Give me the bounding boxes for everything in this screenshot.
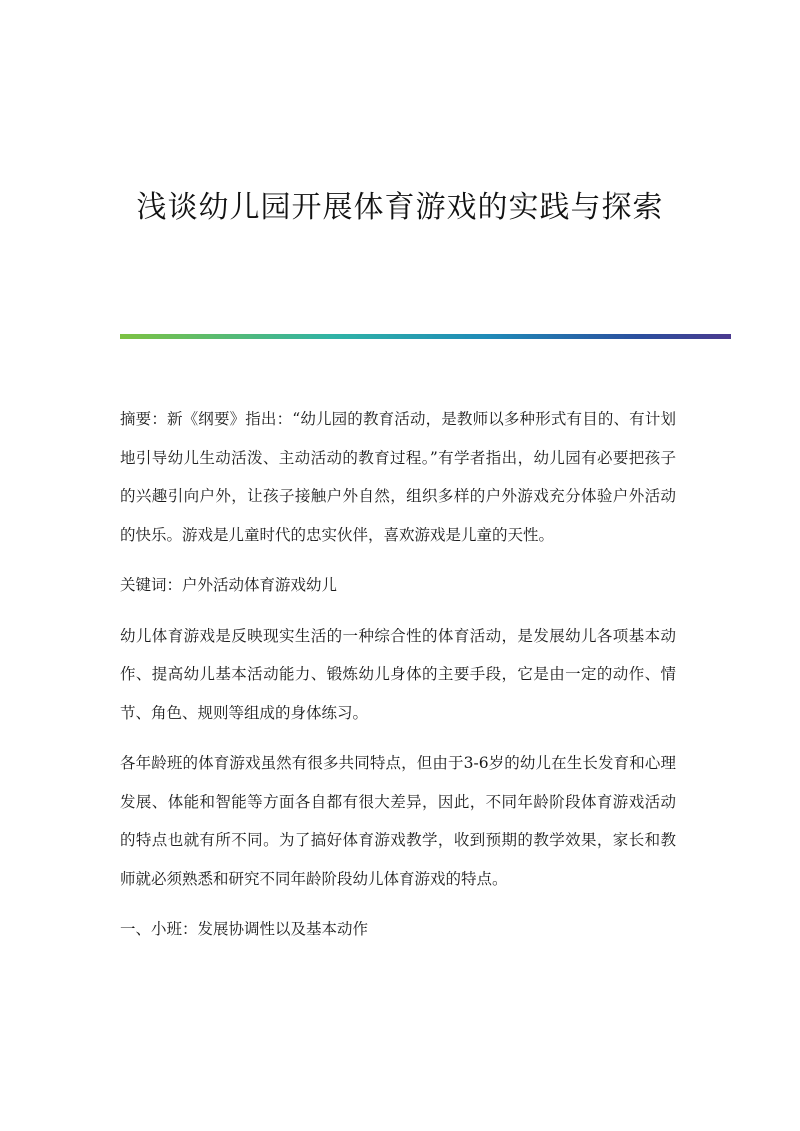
document-body [120, 400, 676, 961]
title-divider [120, 334, 731, 339]
section-heading: 一、小班：发展协调性以及基本动作 [120, 920, 369, 938]
document-title: 浅谈幼儿园开展体育游戏的实践与探索 [136, 190, 664, 225]
abstract-paragraph: 摘要：新《纲要》指出：“幼儿园的教育活动，是教师以多种形式有目的、有计划地引导幼儿生动活泼、主动活动的教育过程。”有学者指出，幼儿园有必要把孩子的兴趣引向户外，让孩子接触户外自然，组织多样的户外游戏充分体验户外活动的快乐。游戏是儿童时代的忠实伙伴，喜欢游戏是儿童的天性。 [120, 410, 676, 544]
body-paragraph: 幼儿体育游戏是反映现实生活的一种综合性的体育活动，是发展幼儿各项基本动作、提高幼儿基本活动能力、锻炼幼儿身体的主要手段，它是由一定的动作、情节、角色、规则等组成的身体练习。 [120, 626, 676, 722]
keywords-paragraph: 关键词：户外活动体育游戏幼儿 [120, 576, 338, 594]
body-paragraph: 各年龄班的体育游戏虽然有很多共同特点，但由于3-6岁的幼儿在生长发育和心理发展、体能和智能等方面各自都有很大差异，因此，不同年龄阶段体育游戏活动的特点也就有所不同。为了搞好体育游戏教学，收到预期的教学效果，家长和教师就必须熟悉和研究不同年龄阶段幼儿体育游戏的特点。 [120, 754, 676, 888]
